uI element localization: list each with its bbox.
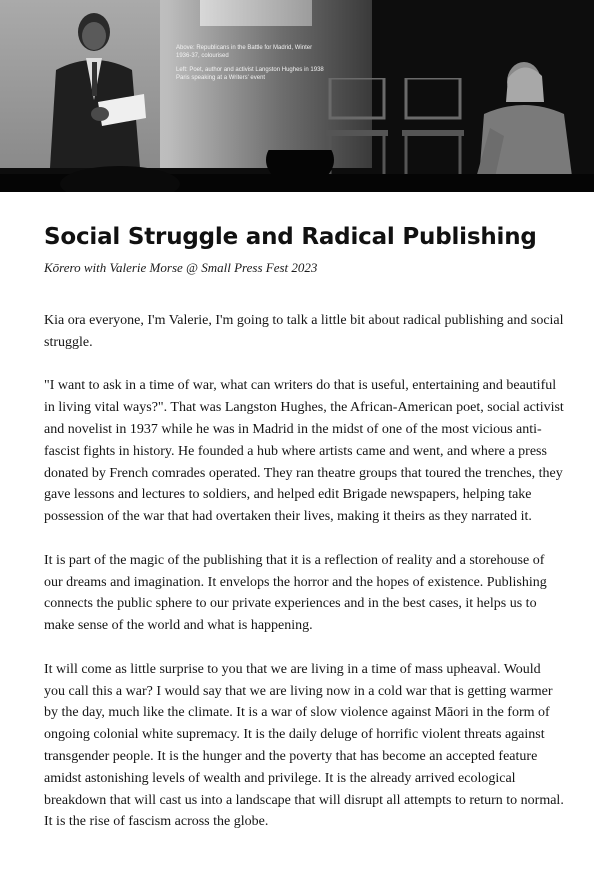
page-subtitle: Kōrero with Valerie Morse @ Small Press Fest 2023	[44, 260, 318, 275]
hero-photo	[0, 0, 594, 192]
paragraph: It will come as little surprise to you that we are living in a time of mass upheaval. Would you call this a war? I would say that we are living now in a cold war that is getting warmer by the day, much like the climate. It is a war of slow violence against Māori in the form of ongoing colonial white supremacy. It is the daily deluge of horrific violent threats against transgender people. It is the hunger and the poverty that has become an accepted feature amidst astonishing levels of wealth and privilege. It is the already arrived ecological breakdown that will cast us into a landscape that will disrupt all attempts to return to normal. It is the rise of fascism across the globe.	[44, 661, 564, 830]
projection-screen	[0, 0, 372, 168]
caption-left: Left: Poet, author and activist Langston Hughes in 1938 Paris speaking at a Writers' event	[176, 67, 324, 81]
article-body	[44, 310, 564, 855]
paragraph: Kia ora everyone, I'm Valerie, I'm going to talk a little bit about radical publishing and social struggle.	[44, 313, 564, 350]
slide-caption	[176, 44, 326, 88]
battle-photo-thumbnail	[200, 0, 312, 26]
audience-silhouettes	[0, 150, 594, 192]
speaker-at-podium-figure	[36, 10, 146, 168]
langston-hughes-photo	[0, 0, 160, 168]
caption-above: Above: Republicans in the Battle for Madrid, Winter 1936-37, colourised	[176, 45, 313, 59]
paragraph: It is part of the magic of the publishing that it is a reflection of reality and a storehouse of our dreams and imagination. It envelops the horror and the hopes of existence. Publishing connects the public sphere to our private experiences and in the best cases, it helps us to make sense of the world and what is happening.	[44, 552, 547, 634]
paragraph: "I want to ask in a time of war, what can writers do that is useful, entertaining and beautiful in living vital ways?". That was Langston Hughes, the African-American poet, social activist and novelist in 1937 while he was in Madrid in the midst of one of the most vicious anti-fascist fights in history. He founded a hub where artists came and went, and where a press donated by French comrades operated. They ran theatre groups that toured the trenches, they gave lessons and lectures to soldiers, and helped edit Brigade newspapers, helping take possession of the war that had overtaken their lives, making it theirs as they narrated it.	[44, 378, 564, 525]
page-title: Social Struggle and Radical Publishing	[44, 224, 537, 250]
